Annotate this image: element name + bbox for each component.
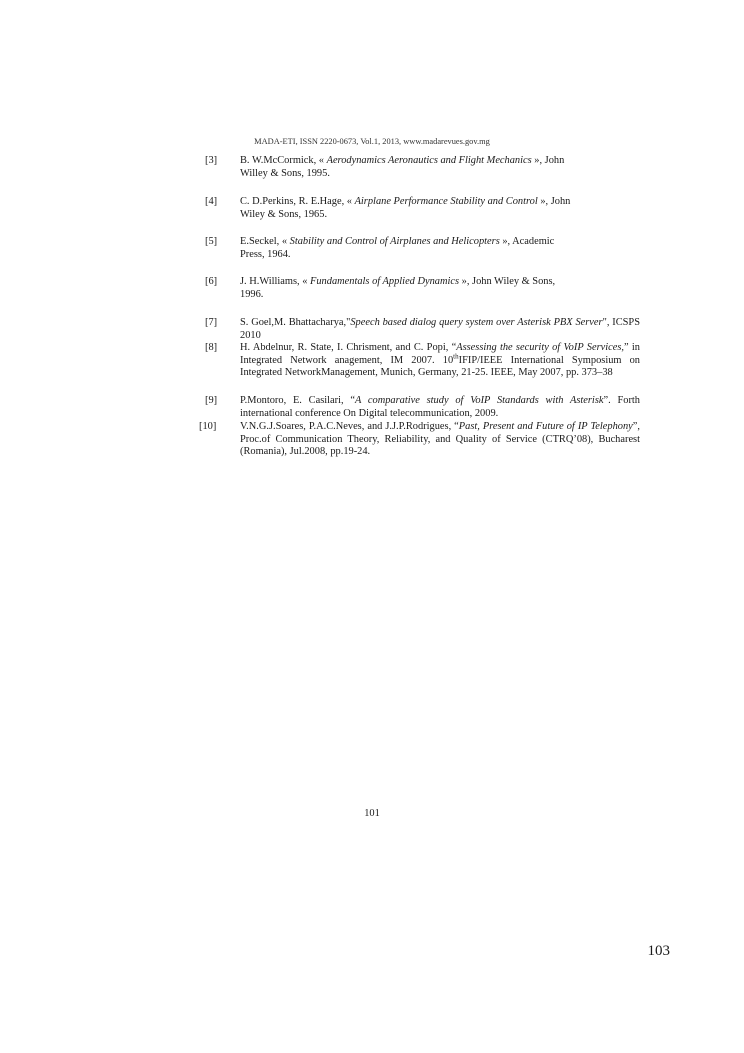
reference-authors: C. D.Perkins, R. E.Hage, « [240, 196, 355, 207]
reference-number: [7] [205, 317, 218, 328]
reference-publisher: Wiley & Sons, 1965. [240, 208, 328, 220]
reference-title: Past, Present and Future of IP Telephony [458, 421, 633, 432]
reference-tail: », John [531, 155, 565, 166]
reference-body [240, 395, 640, 420]
reference-body [240, 155, 610, 180]
reference-tail: », John Wiley & Sons, [459, 276, 556, 287]
reference-authors: S. Goel,M. Bhattacharya," [240, 317, 351, 328]
reference-number: [5] [205, 236, 218, 247]
reference-ordinal: th [453, 352, 459, 361]
reference-tail: ”. Forth international conference On Digital telecommunication, 2009. [240, 395, 640, 419]
reference-authors: E.Seckel, « [240, 236, 290, 247]
reference-body [240, 276, 610, 301]
reference-number: [3] [205, 155, 218, 166]
reference-body [240, 196, 610, 221]
reference-title: A comparative study of VoIP Standards with Asterisk [354, 395, 604, 406]
reference-publisher: Willey & Sons, 1995. [240, 167, 330, 179]
reference-title: Aerodynamics Aeronautics and Flight Mechanics [326, 155, 532, 166]
reference-tail: ”, Proc.of Communication Theory, Reliability, and Quality of Service (CTRQ’08), Bucharest (Romania), Jul.2008, pp.19-24. [240, 421, 640, 458]
reference-tail: IFIP/IEEE International Symposium on Integrated NetworkManagement, Munich, Germany, 21-25. IEEE, May 2007, pp. 373–38 [240, 354, 640, 379]
reference-authors: B. W.McCormick, « [240, 155, 327, 166]
reference-title: Airplane Performance Stability and Control [354, 196, 538, 207]
reference-body [240, 236, 610, 261]
reference-publisher: Press, 1964. [240, 248, 291, 260]
reference-tail: », Academic [499, 236, 555, 247]
reference-title: Assessing the security of VoIP Services, [456, 342, 624, 353]
reference-number: [9] [205, 395, 218, 406]
reference-authors: J. H.Williams, « [240, 276, 311, 287]
reference-tail: ", ICSPS 2010 [240, 317, 640, 341]
reference-title: Stability and Control of Airplanes and Helicopters [289, 236, 500, 247]
reference-body [240, 317, 640, 342]
inner-page-number: 101 [364, 808, 380, 819]
reference-publisher: 1996. [240, 288, 264, 300]
reference-venue: ” in Integrated Network anagement, IM 2007. 10 [240, 342, 640, 366]
reference-number: [10] [199, 421, 217, 432]
reference-number: [6] [205, 276, 218, 287]
reference-title: Speech based dialog query system over Asterisk PBX Server [350, 317, 603, 328]
reference-authors: P.Montoro, E. Casilari, “ [240, 395, 355, 406]
reference-title: Fundamentals of Applied Dynamics [310, 276, 460, 287]
running-header: MADA-ETI, ISSN 2220-0673, Vol.1, 2013, www.madarevues.gov.mg [254, 137, 490, 146]
reference-tail: », John [537, 196, 571, 207]
reference-authors: V.N.G.J.Soares, P.A.C.Neves, and J.J.P.Rodrigues, “ [240, 421, 459, 432]
reference-number: [4] [205, 196, 218, 207]
reference-body [240, 421, 640, 459]
reference-number: [8] [205, 342, 218, 353]
reference-authors: H. Abdelnur, R. State, I. Chrisment, and C. Popi, “ [240, 342, 457, 353]
reference-body [240, 342, 640, 380]
outer-page-number: 103 [647, 943, 670, 959]
